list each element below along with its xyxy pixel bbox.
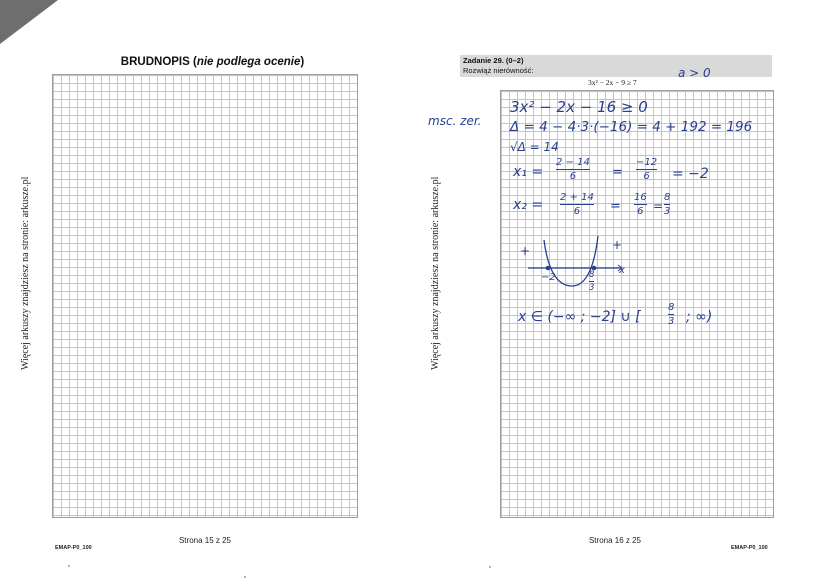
root-point-left [546, 266, 551, 271]
hw-axis-label: x [619, 265, 625, 276]
hw-root-right [589, 270, 594, 293]
fraction-bar [668, 314, 674, 315]
scan-speck [68, 565, 70, 567]
hw-x2-frac-c [664, 192, 670, 217]
hw-x2-label: x₂ = [513, 197, 544, 213]
hw-x1-frac-b [636, 157, 657, 182]
fraction-bar [636, 169, 657, 170]
hw-x2-eq2: = [653, 199, 664, 213]
exam-code-right: EMAP-P0_100 [731, 545, 768, 551]
scan-speck [244, 576, 246, 578]
hw-line-1: 3x² − 2x − 16 ≥ 0 [510, 98, 648, 116]
task-instruction: Rozwiąż nierówność: [463, 66, 534, 75]
hw-x2-frac-a [560, 192, 594, 217]
hw-x1-frac-a [556, 157, 590, 182]
hw-answer-den: 3 [668, 316, 675, 327]
hw-x1-eq: = [612, 165, 623, 180]
hw-line-2: Δ = 4 − 4·3·(−16) = 4 + 192 = 196 [510, 119, 753, 135]
hw-plus-right: + [612, 238, 623, 252]
hw-answer-fraction [668, 302, 674, 327]
hw-x2-num3: 8 [664, 192, 671, 203]
hw-x2-den3: 3 [664, 206, 671, 217]
hw-x2-den: 6 [573, 206, 581, 217]
draft-title-close: ) [300, 56, 305, 68]
hw-line-3: √Δ = 14 [510, 140, 559, 154]
hw-x2-num: 2 + 14 [560, 192, 594, 203]
hw-x1-den2: 6 [643, 171, 650, 182]
hw-root-left: −2 [541, 272, 556, 283]
hw-x1-result: = −2 [672, 166, 709, 182]
hw-root-right-num: 8 [589, 270, 595, 280]
page-number-left: Strona 15 z 25 [178, 536, 232, 545]
hw-answer-suffix: ; ∞) [686, 309, 713, 325]
hw-msc-label: msc. zer. [428, 114, 482, 128]
hw-x1-num2: −12 [636, 157, 658, 168]
hw-x2-den2: 6 [637, 206, 644, 217]
fraction-bar [664, 204, 670, 205]
fraction-bar [634, 204, 647, 205]
hw-a-note: a > 0 [678, 66, 711, 80]
draft-grid [52, 74, 358, 518]
hw-x2-eq: = [610, 199, 621, 214]
hw-x2-frac-b [634, 192, 647, 217]
hw-x1-den: 6 [569, 171, 577, 182]
page-corner-fold [0, 0, 58, 44]
hw-x2-num2: 16 [634, 192, 647, 203]
hw-root-right-den: 3 [589, 283, 595, 293]
side-note-left: Więcej arkuszy znajdziesz na stronie: arkusze.pl [20, 176, 31, 370]
hw-answer-num: 8 [668, 302, 675, 313]
scan-speck [489, 566, 491, 568]
draft-title [60, 56, 365, 68]
draft-title-italic: nie podlega ocenie [196, 56, 301, 68]
draft-title-bold: BRUDNOPIS ( [120, 56, 197, 68]
fraction-bar [560, 204, 594, 205]
hw-x1-label: x₁ = [513, 164, 544, 180]
page-number-right: Strona 16 z 25 [588, 536, 642, 545]
side-note-right: Więcej arkuszy znajdziesz na stronie: arkusze.pl [430, 176, 441, 370]
hw-x1-num: 2 − 14 [556, 157, 590, 168]
hw-plus-left: + [520, 244, 531, 258]
hw-answer-prefix: x ∈ (−∞ ; −2] ∪ [ [518, 309, 641, 325]
task-inequality: 3x² − 2x − 9 ≥ 7 [588, 78, 637, 87]
fraction-bar [556, 169, 590, 170]
exam-code-left: EMAP-P0_100 [55, 545, 92, 551]
fraction-bar [589, 281, 594, 282]
task-title: Zadanie 29. (0–2) [463, 56, 524, 65]
